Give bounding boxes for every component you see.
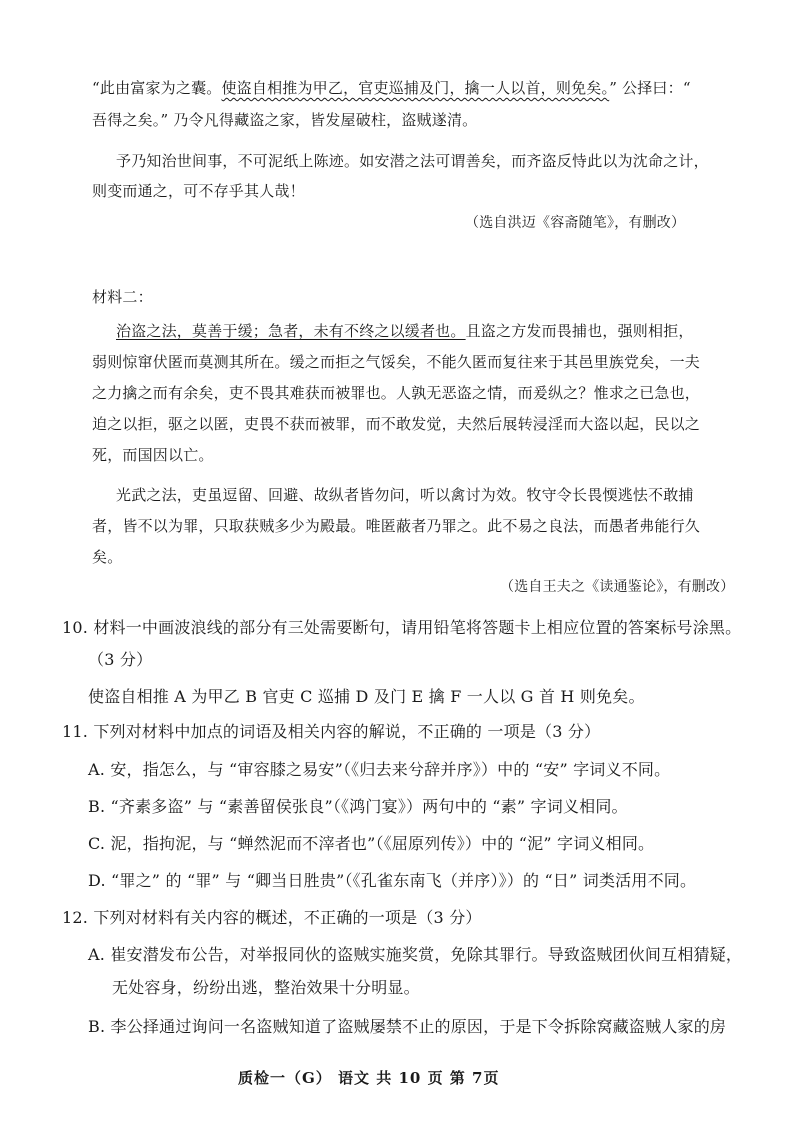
material2-heading: 材料二：	[92, 288, 153, 306]
material2-line-8: 矣。	[92, 548, 123, 566]
question-11-option-c: C. 泥，指拘泥，与 “蝉然泥而不滓者也”（《屈原列传》）中的 “泥” 字词义相同。	[88, 834, 655, 853]
material1-line-4: 则变而通之，可不存乎其人哉！	[92, 182, 305, 200]
material2-line-6: 光武之法，吏虽逗留、回避、故纵者皆勿问，听以禽讨为效。牧守令长畏愞逃怯不敢捕	[116, 486, 694, 504]
material1-line-1-part-c: ” 公择曰：“	[609, 79, 691, 97]
question-11-option-b: B. “齐素多盗” 与 “素善留侯张良”（《鸿门宴》）两句中的 “素” 字词义相同。	[88, 797, 628, 816]
question-12-stem: 12. 下列对材料有关内容的概述，不正确的一项是（3 分）	[62, 908, 482, 927]
material2-line-5: 死，而国因以亡。	[92, 446, 214, 464]
question-11-option-d: D. “罪之” 的 “罪” 与 “卿当日胜贵”（《孔雀东南飞（并序）》）的 “日” 词类活用不同。	[88, 871, 697, 890]
material2-line-1	[116, 321, 694, 341]
material1-line-1	[92, 78, 691, 98]
material1-line-2: 吾得之矣。” 乃令凡得藏盗之家，皆发屋破柱，盗贼遂清。	[92, 111, 478, 129]
question-12-option-a-line-2: 无处容身，纷纷出逃，整治效果十分明显。	[112, 978, 420, 997]
question-10-stem: 10. 材料一中画波浪线的部分有三处需要断句，请用铅笔将答题卡上相应位置的答案标号涂黑。	[62, 618, 742, 637]
question-11-option-a: A. 安，指怎么，与 “审容膝之易安”（《归去来兮辞并序》）中的 “安” 字词义不同。	[88, 760, 671, 779]
material1-line-3: 予乃知治世间事，不可泥纸上陈迹。如安潜之法可谓善矣，而齐盗反恃此以为沈命之计，	[116, 152, 709, 170]
material2-line-7: 者，皆不以为罪，只取获贼多少为殿最。唯匿蔽者乃罪之。此不易之良法，而愚者弗能行久	[92, 517, 701, 535]
material1-line-1-part-a: “此由富家为之囊。	[92, 79, 222, 97]
material2-line-3: 之力擒之而有余矣，吏不畏其难获而被罪也。人孰无恶盗之情，而爰纵之？惟求之已急也，	[92, 384, 701, 402]
wavy-underlined-sentence: 使盗自相推为甲乙，官吏巡捕及门，擒一人以首，则免矣。	[221, 79, 610, 97]
question-12-option-b-line-1: B. 李公择通过询问一名盗贼知道了盗贼屡禁不止的原因，于是下令拆除窝藏盗贼人家的房	[88, 1017, 727, 1036]
material2-line-1-rest: 且盗之方发而畏捕也，强则相拒，	[465, 322, 694, 340]
material2-source: （选自王夫之《读通鉴论》，有删改）	[500, 579, 735, 595]
material2-line-4: 迫之以拒，驱之以匿，吏畏不获而被罪，而不敢发觉，夫然后展转浸淫而大盗以起，民以之	[92, 415, 701, 433]
underlined-sentence: 治盗之法，莫善于缓；急者，未有不终之以缓者也。	[116, 322, 466, 340]
material2-line-2: 弱则惊窜伏匿而莫测其所在。缓之而拒之气馁矣，不能久匿而复往来于其邑里族党矣，一夫	[92, 353, 701, 371]
question-10-sentence: 使盗自相推 A 为甲乙 B 官吏 C 巡捕 D 及门 E 擒 F 一人以 G 首 H 则免矣。	[88, 687, 645, 706]
question-12-option-a-line-1: A. 崔安潜发布公告，对举报同伙的盗贼实施奖赏，免除其罪行。导致盗贼团伙间互相猜疑，	[88, 945, 743, 964]
page-footer: 质检一（G） 语文 共 10 页 第 7页	[238, 1069, 500, 1087]
question-11-stem: 11. 下列对材料中加点的词语及相关内容的解说，不正确的 一项是（3 分）	[62, 722, 601, 741]
question-10-points: （3 分）	[88, 650, 153, 669]
material1-source: （选自洪迈《容斋随笔》，有删改）	[465, 215, 686, 231]
